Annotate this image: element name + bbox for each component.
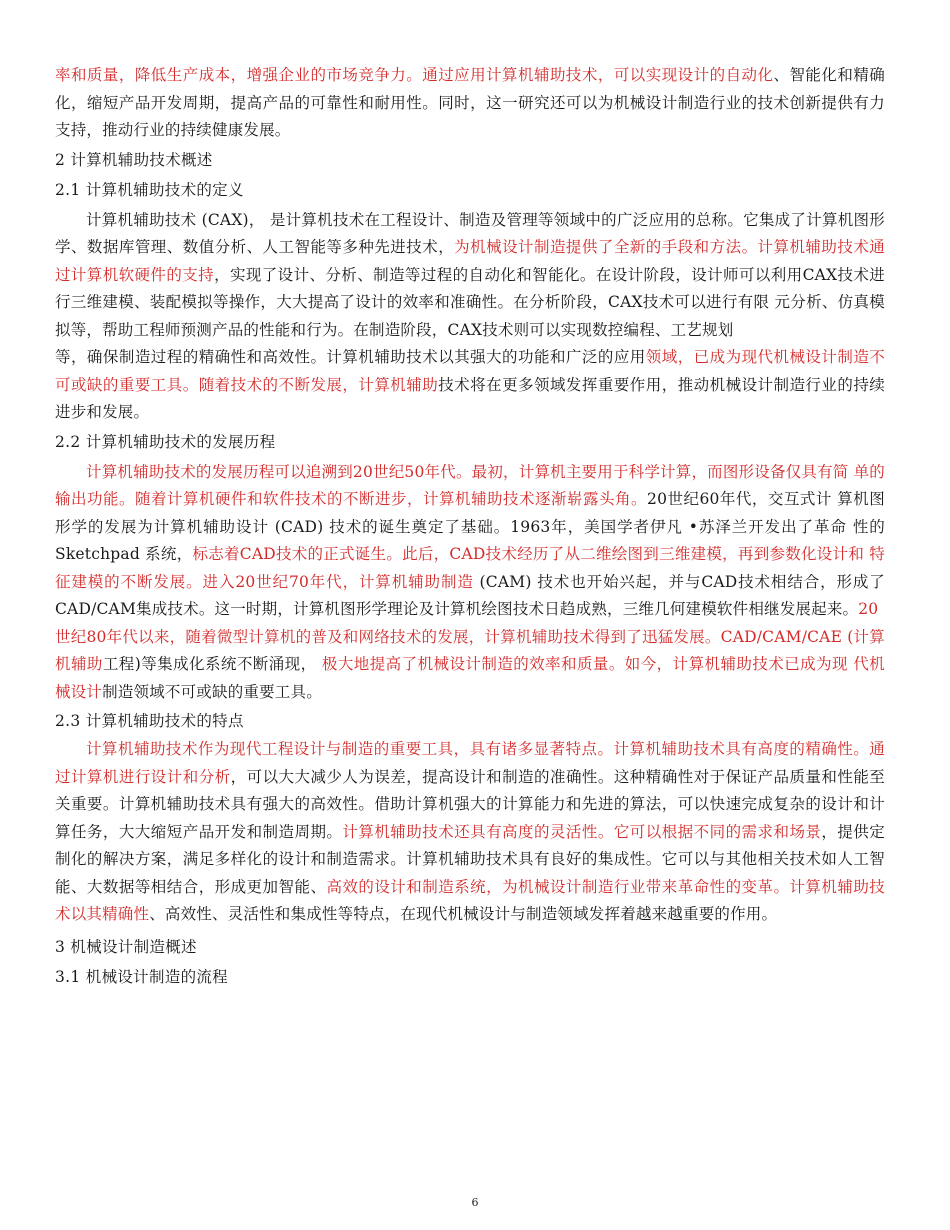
text-segment: ，提供定制化的解决方案，满足多样化的设计和制造需求。计算机辅助技术具有良好的集成性。它可以与其他相关技术如人工智能、大数据等相结合，形成更加智能、 [55, 822, 885, 896]
section-heading-3-1: 3.1 机械设计制造的流程 [55, 967, 228, 986]
paragraph-definition [55, 207, 885, 345]
text-segment: (CAM) 技术也开始兴起，并与CAD技术相结合，形成了 CAD/CAM集成技术。这一时期，计算机图形学理论及计算机绘图技术日趋成熟，三维几何建模软件相继发展起来。 [55, 572, 885, 618]
text-segment: 计算机辅助技术作为现代工程设计与制造的重要工具，具有诸多显著特点。计算机辅助技术具有高度的精确性。通过计算机进行设计和分析 [55, 740, 885, 786]
text-segment: 等，确保制造过程的精确性和高效性。计算机辅助技术以其强大的功能和广泛的应用 [55, 348, 646, 366]
text-segment: 工程)等集成化系统不断涌现， [102, 655, 322, 673]
section-heading-2-2: 2.2 计算机辅助技术的发展历程 [55, 432, 276, 451]
text-segment: 领域，已成为现代机械设计制造不可或缺的重要工具。随着技术的不断发展，计算机辅助 [55, 348, 885, 394]
paragraph-features [55, 736, 885, 929]
text-segment: 计算机辅助技术 (CAX)， 是计算机技术在工程设计、制造及管理等领域中的广泛应用的总称。它集成了计算机图形学、数据库管理、数值分析、人工智能等多种先进技术， [55, 210, 885, 256]
text-segment: 高效的设计和制造系统，为机械设计制造行业带来革命性的变革。计算机辅助技术以其精确性 [55, 877, 885, 923]
paragraph-history-cont [55, 624, 885, 707]
text-segment: ，可以大大减少人为误差，提高设计和制造的准确性。这种精确性对于保证产品质量和性能至关重要。计算机辅助技术具有强大的高效性。借助计算机强大的计算能力和先进的算法，可以快速完成复杂的设计和计算任务，大大缩短产品开发和制造周期。 [55, 767, 886, 841]
text-segment: 20 [858, 600, 879, 618]
text-segment: 计算机辅助技术还具有高度的灵活性。它可以根据不同的需求和场景 [342, 822, 822, 841]
text-segment: 计算机辅助技术的发展历程可以追溯到20世纪50年代。最初，计算机主要用于科学计算，而图形设备仅具有简 单的输出功能。随着计算机硬件和软件技术的不断进步，计算机辅助技术逐渐崭露头角。 [55, 462, 885, 508]
text-segment: 制造领域不可或缺的重要工具。 [102, 682, 322, 701]
paragraph-intro-tail [55, 62, 885, 145]
section-heading-3: 3 机械设计制造概述 [55, 937, 197, 956]
paragraph-definition-cont [55, 344, 885, 427]
text-segment: 技术将在更多领域发挥重要作用，推动机械设计制造行业的持续进步和发展。 [55, 375, 885, 421]
paragraph-history [55, 459, 885, 624]
section-heading-2-3: 2.3 计算机辅助技术的特点 [55, 712, 244, 730]
text-segment: 为机械设计制造提供了全新的手段和方法。计算机辅助技术通过计算机软硬件的支持 [55, 238, 885, 284]
document-body [55, 62, 885, 992]
text-segment: 20世纪60年代，交互式计 算机图形学的发展为计算机辅助设计 (CAD) 技术的诞生奠定了基础。1963年，美国学者伊凡 •苏泽兰开发出了革命 性的Sketchpad 系统， [55, 490, 885, 563]
text-segment: 极大地提高了机械设计制造的效率和质量。如今，计算机辅助技术已成为现 代机械设计 [55, 655, 885, 701]
section-heading-2: 2 计算机辅助技术概述 [55, 150, 213, 169]
text-segment: 、智能化和精确化，缩短产品开发周期，提高产品的可靠性和耐用性。同时，这一研究还可以为机械设计制造行业的技术创新提供有力支持，推动行业的持续健康发展。 [55, 66, 885, 139]
section-heading-2-1: 2.1 计算机辅助技术的定义 [55, 180, 244, 199]
text-segment: 率和质量，降低生产成本，增强企业的市场竞争力。通过应用计算机辅助技术，可以实现设计的自动化 [55, 66, 774, 84]
text-segment: 世纪80年代以来，随着微型计算机的普及和网络技术的发展，计算机辅助技术得到了迅猛发展。CAD/CAM/CAE (计算 机辅助 [55, 627, 885, 673]
text-segment: ，实现了设计、分析、制造等过程的自动化和智能化。在设计阶段，设计师可以利用CAX技术进行三维建模、装配模拟等操作，大大提高了设计的效率和准确性。在分析阶段，CAX技术可以进行有限 元分析、仿真模拟等，帮助工程师预测产品的性能和行为。在制造阶段，CAX技术则可以实现数控编程、工艺规划 [55, 265, 885, 339]
text-segment: 标志着CAD技术的正式诞生。此后，CAD技术经历了从二维绘图到三维建模，再到参数化设计和 特征建模的不断发展。进入20世纪70年代，计算机辅助制造 [55, 545, 885, 591]
page-number: 6 [471, 1196, 479, 1209]
text-segment: 、高效性、灵活性和集成性等特点，在现代机械设计与制造领域发挥着越来越重要的作用。 [149, 905, 778, 923]
